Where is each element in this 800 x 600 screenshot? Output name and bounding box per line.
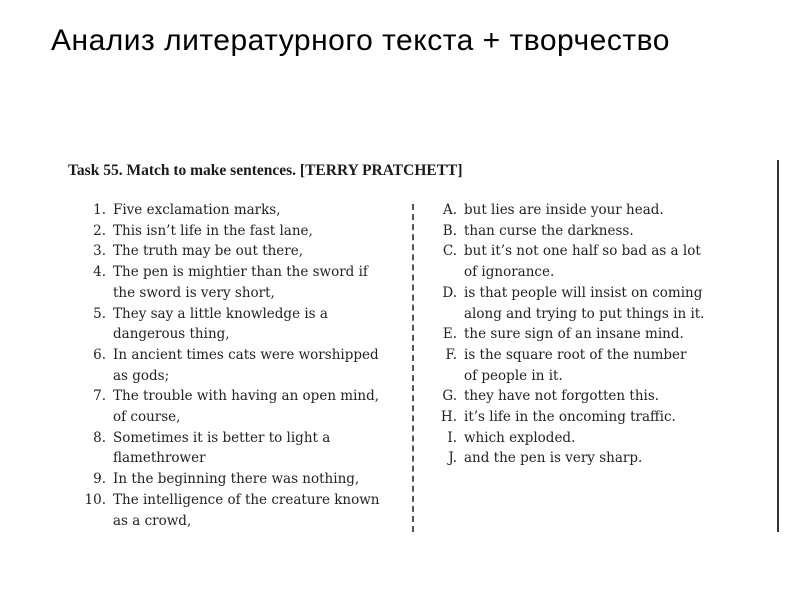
beginning-item bbox=[70, 221, 410, 242]
beginning-item-number: 3. bbox=[93, 243, 106, 260]
ending-item-line: along and trying to put things in it. bbox=[464, 305, 705, 322]
beginning-item bbox=[70, 262, 410, 303]
ending-item bbox=[426, 241, 756, 282]
beginning-item-text bbox=[113, 386, 379, 427]
beginning-item-line: The pen is mightier than the sword if bbox=[113, 264, 368, 281]
ending-item-text bbox=[464, 324, 684, 345]
ending-item-number: E. bbox=[442, 326, 457, 343]
beginning-item bbox=[70, 304, 410, 345]
beginning-item-text bbox=[113, 200, 281, 221]
ending-item bbox=[426, 324, 756, 345]
beginning-item-number: 8. bbox=[93, 429, 106, 446]
beginning-item-line: Sometimes it is better to light a bbox=[113, 429, 331, 446]
ending-item-text bbox=[464, 448, 642, 469]
ending-item-text bbox=[464, 386, 659, 407]
beginning-item-number: 2. bbox=[93, 222, 106, 239]
beginning-item-number: 7. bbox=[93, 388, 106, 405]
beginning-item-line: dangerous thing, bbox=[113, 326, 230, 343]
beginning-item-line: The trouble with having an open mind, bbox=[113, 388, 380, 405]
ending-item-number: D. bbox=[442, 284, 457, 301]
ending-item-number: A. bbox=[442, 202, 457, 218]
beginning-item-line: The intelligence of the creature known bbox=[113, 491, 380, 508]
ending-item-line: it’s life in the oncoming traffic. bbox=[464, 409, 676, 426]
beginning-item bbox=[70, 345, 410, 386]
ending-item-line: but lies are inside your head. bbox=[464, 202, 664, 218]
ending-item-number: C. bbox=[442, 243, 457, 260]
task-card bbox=[58, 160, 778, 532]
ending-item-line: they have not forgotten this. bbox=[464, 388, 660, 405]
beginning-item bbox=[70, 469, 410, 490]
ending-item bbox=[426, 221, 756, 242]
beginning-item bbox=[70, 386, 410, 427]
ending-item-line: of ignorance. bbox=[464, 264, 555, 281]
beginning-item-number: 9. bbox=[93, 471, 106, 488]
ending-item-line: but it’s not one half so bad as a lot bbox=[464, 243, 701, 260]
beginning-item-text bbox=[113, 428, 330, 469]
page-edge-rule bbox=[777, 160, 779, 532]
task-heading: Task 55. Match to make sentences. [TERRY PRATCHETT] bbox=[68, 162, 463, 179]
beginning-item-line: as gods; bbox=[113, 367, 170, 384]
column-divider bbox=[412, 204, 414, 532]
ending-item-text bbox=[464, 407, 676, 428]
ending-item-text bbox=[464, 428, 575, 449]
ending-item-number: G. bbox=[442, 388, 457, 405]
beginning-item-number: 1. bbox=[93, 202, 106, 218]
beginning-item-text bbox=[113, 241, 303, 262]
ending-item bbox=[426, 448, 756, 469]
slide-title: Анализ литературного текста + творчество bbox=[51, 24, 670, 57]
ending-item-text bbox=[464, 241, 701, 282]
ending-item-line: the sure sign of an insane mind. bbox=[464, 326, 684, 343]
ending-item bbox=[426, 200, 756, 221]
beginning-item-text bbox=[113, 304, 328, 345]
ending-item-number: J. bbox=[448, 450, 457, 467]
beginning-item-line: Five exclamation marks, bbox=[113, 202, 281, 218]
beginning-item-text bbox=[113, 262, 368, 303]
ending-item-line: and the pen is very sharp. bbox=[464, 450, 643, 467]
ending-item-line: of people in it. bbox=[464, 367, 563, 384]
beginning-item-number: 5. bbox=[93, 305, 106, 322]
beginning-item-number: 4. bbox=[93, 264, 106, 281]
beginning-item-line: of course, bbox=[113, 409, 181, 426]
ending-item bbox=[426, 283, 756, 324]
beginning-item-line: In the beginning there was nothing, bbox=[113, 471, 360, 488]
ending-item-line: is the square root of the number bbox=[464, 346, 687, 363]
beginning-item-line: They say a little knowledge is a bbox=[113, 305, 328, 322]
ending-item bbox=[426, 345, 756, 386]
ending-item-text bbox=[464, 221, 634, 242]
ending-item-text bbox=[464, 283, 704, 324]
beginning-item-line: flamethrower bbox=[113, 450, 206, 467]
beginning-item-text bbox=[113, 221, 313, 242]
ending-item-line: which exploded. bbox=[464, 429, 576, 446]
ending-item-line: than curse the darkness. bbox=[464, 222, 634, 239]
beginning-item-text bbox=[113, 490, 380, 531]
beginning-item-line: In ancient times cats were worshipped bbox=[113, 346, 379, 363]
ending-item-number: F. bbox=[445, 346, 457, 363]
ending-item-text bbox=[464, 200, 664, 221]
beginning-item bbox=[70, 428, 410, 469]
beginning-item-line: This isn’t life in the fast lane, bbox=[113, 222, 313, 239]
beginning-item-text bbox=[113, 469, 359, 490]
beginning-item bbox=[70, 241, 410, 262]
ending-item bbox=[426, 428, 756, 449]
beginning-item-line: the sword is very short, bbox=[113, 284, 275, 301]
beginning-item-number: 6. bbox=[93, 346, 106, 363]
beginnings-list bbox=[70, 200, 410, 531]
ending-item-number: H. bbox=[440, 409, 457, 426]
beginning-item-line: The truth may be out there, bbox=[113, 243, 304, 260]
beginning-item-number: 10. bbox=[84, 491, 106, 508]
beginning-item bbox=[70, 200, 410, 221]
endings-list bbox=[426, 200, 756, 469]
beginning-item bbox=[70, 490, 410, 531]
ending-item-number: B. bbox=[442, 222, 457, 239]
beginning-item-line: as a crowd, bbox=[113, 512, 192, 529]
ending-item-line: is that people will insist on coming bbox=[464, 284, 703, 301]
beginning-item-text bbox=[113, 345, 379, 386]
ending-item-text bbox=[464, 345, 687, 386]
ending-item-number: I. bbox=[447, 429, 457, 446]
ending-item bbox=[426, 407, 756, 428]
ending-item bbox=[426, 386, 756, 407]
